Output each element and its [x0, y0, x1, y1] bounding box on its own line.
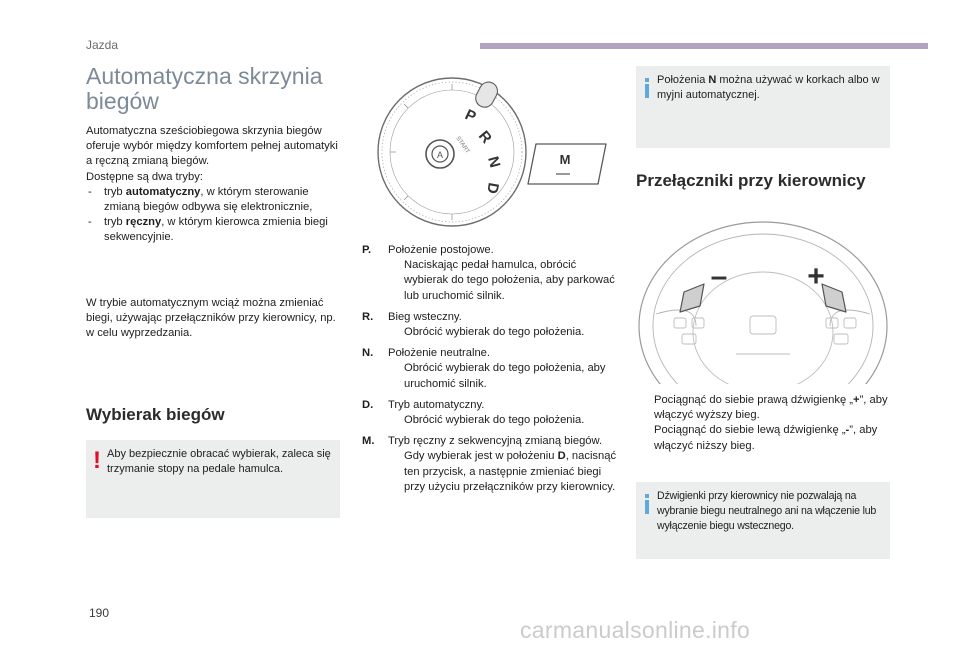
section-tag: Jazda: [86, 38, 119, 52]
position-n: N. Położenie neutralne. Obrócić wybierak do tego położenia, aby uruchomić silnik.: [362, 347, 606, 390]
m-button-label: M: [559, 152, 571, 167]
action-upshift: Pociągnąć do siebie prawą dźwigienkę „+”, aby włączyć wyższy bieg.: [654, 394, 888, 422]
gear-letter-r: R: [474, 127, 495, 147]
info-text-paddles: Dźwigienki przy kierownicy nie pozwalają na wybranie biegu neutralnego ani na włączenie lub wyłączenie biegu wstecznego.: [657, 490, 877, 532]
action-downshift: Pociągnąć do siebie lewą dźwigienkę „-”, aby włączyć niższy bieg.: [654, 424, 878, 452]
position-m: M. Tryb ręczny z sekwencyjną zmianą biegów. Gdy wybierak jest w położeniu D, nacisnąć ten przycisk, a następnie zmieniać biegi przy użyciu przełączników przy kierownicy.: [362, 435, 617, 493]
gear-letter-n: N: [484, 154, 504, 170]
position-definitions: [362, 243, 618, 501]
minus-paddle-label: –: [710, 260, 728, 293]
steering-wheel-illustration: [636, 214, 892, 386]
watermark: carmanualsonline.info: [520, 617, 751, 643]
position-d: D. Tryb automatyczny. Obrócić wybierak do tego położenia.: [362, 398, 585, 427]
knob-a-icon: A: [436, 150, 444, 160]
position-p: P. Położenie postojowe. Naciskając pedał hamulca, obrócić wybierak do tego położenia, aby parkować lub uruchomić silnik.: [362, 244, 615, 302]
paddle-actions: [636, 393, 892, 454]
intro-paragraph: Automatyczna sześciobiegowa skrzynia biegów oferuje wybór między komfortem pełnej automatyki a ręczną zmianą biegów.: [86, 125, 338, 168]
start-label: START: [454, 135, 471, 155]
mode-item-automatic: - tryb automatyczny, w którym sterowanie zmianą biegów odbywa się elektronicznie,: [86, 185, 342, 215]
mode-item-manual: - tryb ręczny, w którym kierowca zmienia biegi sekwencyjnie.: [86, 215, 342, 245]
info-text-neutral: Położenia N można używać w korkach albo w myjni automatycznej.: [657, 74, 880, 101]
intro-text: [86, 124, 342, 246]
paddles-section-title: Przełączniki przy kierownicy: [636, 171, 866, 190]
info-icon: [644, 494, 650, 514]
header-accent-bar: [480, 43, 928, 49]
warning-text: Aby bezpiecznie obracać wybierak, zaleca się trzymanie stopy na pedale hamulca.: [107, 448, 331, 475]
gear-selector-illustration: [360, 74, 620, 232]
info-callout-paddles: [636, 482, 890, 559]
modes-list: [86, 185, 342, 246]
automatic-mode-paragraph: W trybie automatycznym wciąż można zmieniać biegi, używając przełączników przy kierownicy, np. w celu wyprzedzania.: [86, 297, 336, 340]
page-number: 190: [89, 606, 110, 620]
page-title: Automatyczna skrzynia biegów: [86, 63, 323, 114]
info-icon: [644, 78, 650, 98]
position-r: R. Bieg wsteczny. Obrócić wybierak do tego położenia.: [362, 310, 585, 339]
info-callout-neutral: [636, 66, 890, 148]
plus-paddle-label: +: [807, 260, 825, 293]
warning-callout: [86, 440, 340, 518]
gear-letter-p: P: [462, 106, 479, 126]
gear-letter-d: D: [483, 181, 502, 195]
warning-icon: !: [93, 447, 101, 474]
modes-intro: Dostępne są dwa tryby:: [86, 170, 203, 183]
selector-section-title: Wybierak biegów: [86, 405, 225, 424]
